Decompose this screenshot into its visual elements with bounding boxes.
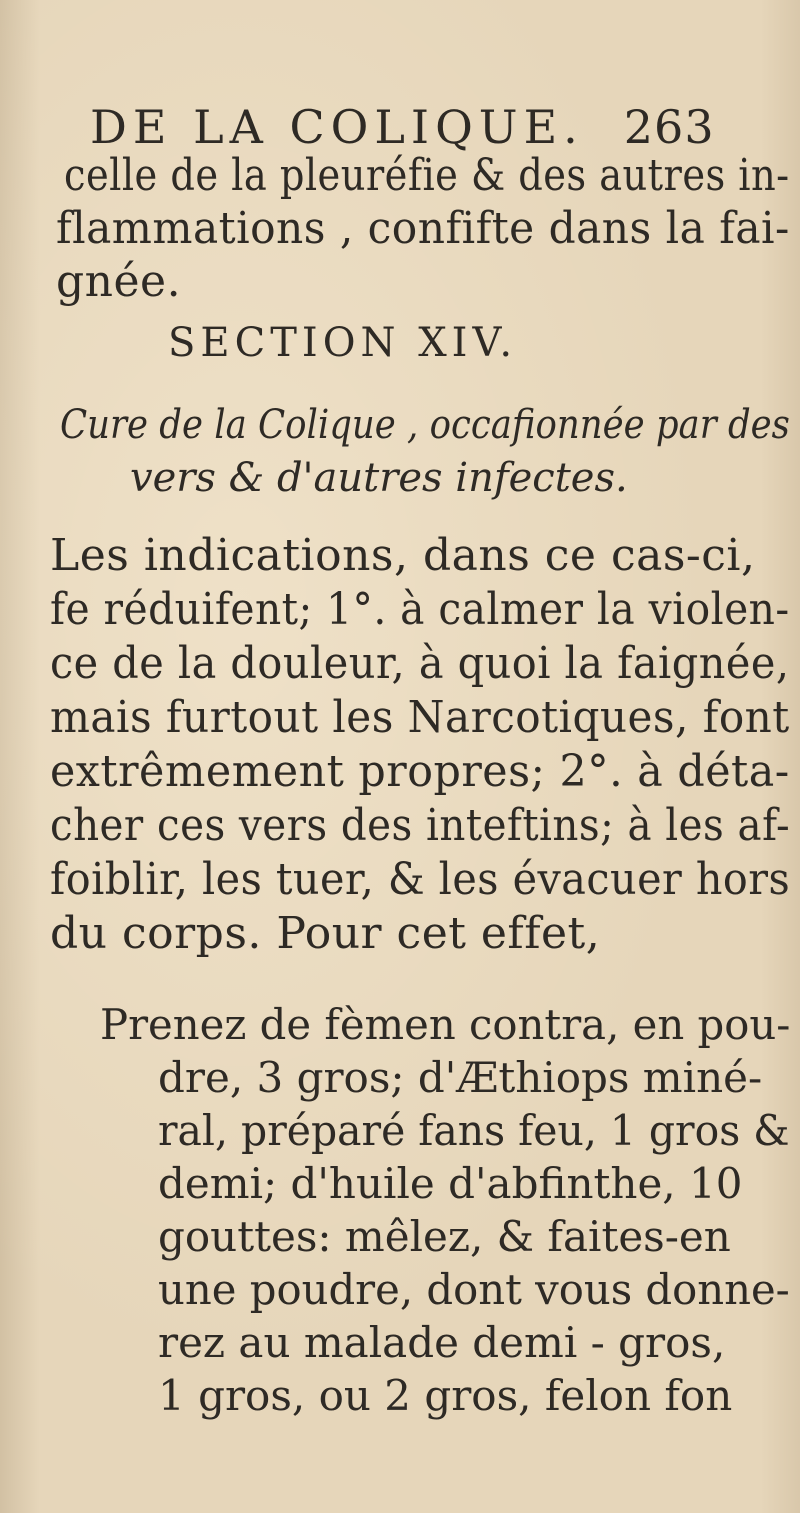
prescription-line: rez au malade demi - gros, (158, 1318, 726, 1367)
prescription-line: demi; d'huile d'abfinthe, 10 (158, 1159, 743, 1208)
opening-line: flammations , confifte dans la fai- (56, 203, 790, 254)
prescription-line: dre, 3 gros; d'Æthiops miné- (158, 1053, 763, 1102)
prescription-line: Prenez de fèmen contra, en pou- (100, 1000, 791, 1049)
section-subtitle: Cure de la Colique , occafionnée par des (60, 402, 790, 448)
paragraph-line: cher ces vers des inteftins; à les af- (50, 800, 791, 851)
paragraph-line: Les indications, dans ce cas-ci, (50, 530, 756, 581)
paragraph-line: extrêmement propres; 2°. à déta- (50, 746, 790, 797)
paragraph-line: mais furtout les Narcotiques, font (50, 692, 790, 743)
page-number: 263 (623, 100, 715, 154)
running-header (90, 100, 715, 154)
running-header-title: DE LA COLIQUE. (90, 100, 584, 154)
prescription-line: gouttes: mêlez, & faites-en (158, 1212, 731, 1261)
paragraph-line: fe réduifent; 1°. à calmer la violen- (50, 584, 790, 635)
paragraph-line: du corps. Pour cet effet, (50, 908, 601, 959)
section-heading: SECTION XIV. (168, 320, 518, 366)
opening-line: celle de la pleuréfie & des autres in- (64, 150, 790, 201)
prescription-line: une poudre, dont vous donne- (158, 1265, 790, 1314)
paragraph-line: foiblir, les tuer, & les évacuer hors (50, 854, 791, 905)
paragraph-line: ce de la douleur, à quoi la faignée, (50, 638, 790, 689)
prescription-line: 1 gros, ou 2 gros, felon fon (158, 1371, 733, 1420)
opening-line: gnée. (56, 256, 182, 307)
prescription-line: ral, préparé fans feu, 1 gros & (158, 1106, 790, 1155)
section-subtitle: vers & d'autres infectes. (130, 455, 628, 501)
